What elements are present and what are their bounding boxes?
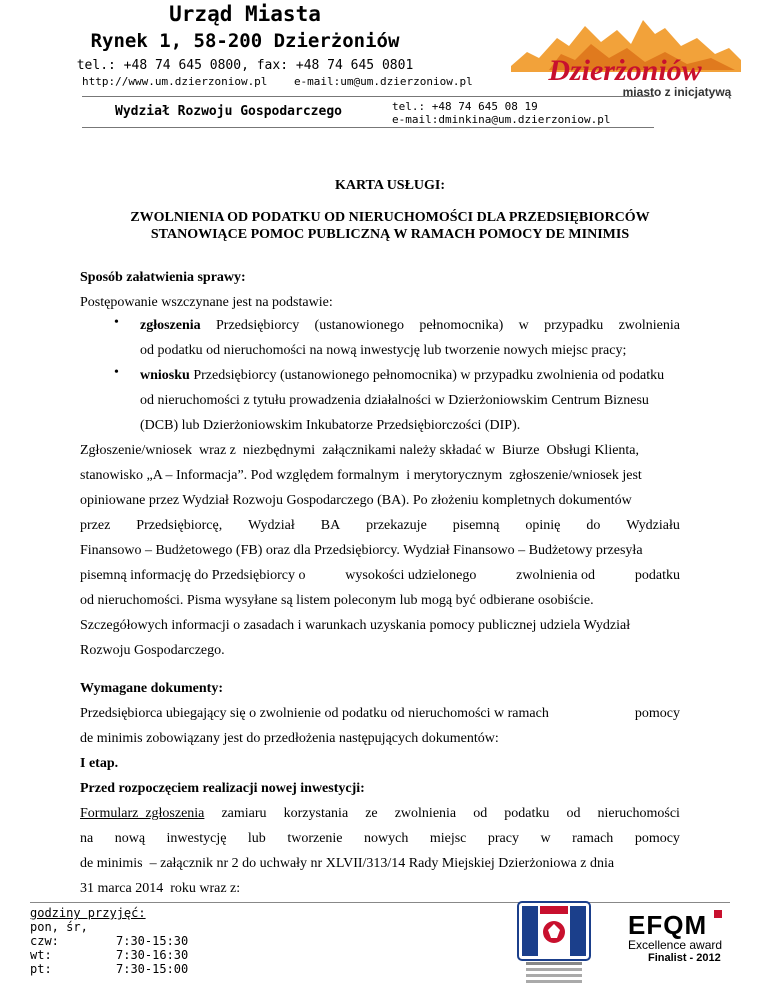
word: podatku	[634, 568, 680, 583]
word: pisemną informację do Przedsiębiorcy o	[80, 568, 306, 583]
email-link[interactable]: e-mail:um@um.dzierzoniow.pl	[293, 75, 473, 88]
subject-line-1: ZWOLNIENIA OD PODATKU OD NIERUCHOMOŚCI DLA PRZEDSIĘBIORCÓW	[130, 210, 650, 225]
department-contact	[392, 100, 611, 126]
section-documents-title: Wymagane dokumenty:	[80, 681, 223, 696]
word: opinię	[525, 518, 561, 533]
word: zwolnienia	[394, 806, 457, 821]
paragraph-line: stanowisko „A – Informacja”. Pod względem formalnym i merytorycznym zgłoszenie/wniosek jest	[80, 468, 642, 483]
word: inwestycję	[166, 831, 227, 846]
word: na	[80, 831, 94, 846]
office-hours-title: godziny przyjęć:	[30, 906, 146, 920]
bullet-2-line-3: (DCB) lub Dzierżoniowskim Inkubatorze Przedsiębiorczości (DIP).	[140, 418, 521, 433]
section-procedure-intro: Postępowanie wszczynane jest na podstawie:	[80, 295, 333, 310]
dzierzoniow-logo	[505, 8, 745, 100]
website-link[interactable]: http://www.um.dzierzoniow.pl	[82, 75, 268, 88]
bullet-1-line-2: od podatku od nieruchomości na nową inwestycję lub tworzenie nowych miejsc pracy;	[140, 343, 627, 358]
hours-time: 7:30-16:30	[116, 948, 189, 962]
form-line-2	[80, 826, 680, 851]
hours-days: wt:	[30, 948, 52, 962]
bullet-1-line-1	[140, 313, 680, 338]
word: pracy	[487, 831, 519, 846]
word: BA	[320, 518, 341, 533]
efqm-wordmark: EFQM	[628, 910, 708, 940]
department-email[interactable]: e-mail:dminkina@um.dzierzoniow.pl	[392, 113, 611, 126]
word: przez	[80, 518, 111, 533]
word: nową	[114, 831, 146, 846]
footer-divider	[30, 902, 730, 903]
word: wysokości udzielonego	[345, 568, 477, 583]
efqm-award-logo	[628, 912, 740, 984]
section-documents-line-1	[80, 701, 680, 726]
word: pełnomocnika)	[419, 318, 504, 333]
card-title: KARTA USŁUGI:	[334, 178, 446, 193]
efqm-mark-icon	[714, 910, 722, 918]
org-title: Urząd Miasta	[169, 2, 321, 26]
word: pomocy	[634, 831, 680, 846]
department-name: Wydział Rozwoju Gospodarczego	[115, 104, 342, 119]
word: tworzenie	[287, 831, 343, 846]
efqm-finalist-text: Finalist - 2012	[648, 952, 721, 964]
word: podatku	[504, 806, 550, 821]
word: miejsc	[429, 831, 467, 846]
office-hours-row	[30, 920, 188, 948]
bullet-2-line-2: od nieruchomości z tytułu prowadzenia działalności w Dzierżoniowskim Centrum Biznesu	[140, 393, 649, 408]
word: przekazuje	[366, 518, 427, 533]
word: nowych	[364, 831, 409, 846]
word: zwolnienia od	[516, 568, 596, 583]
bullet-dot: •	[114, 315, 119, 330]
section-procedure-title: Sposób załatwienia sprawy:	[80, 270, 246, 285]
efqm-award-text: Excellence award	[628, 938, 723, 952]
form-line-3: de minimis – załącznik nr 2 do uchwały nr XLVII/313/14 Rady Miejskiej Dzierżoniowa z dnia	[80, 856, 615, 871]
word: ramach	[572, 831, 614, 846]
word: korzystania	[283, 806, 349, 821]
department-tel: tel.: +48 74 645 08 19	[392, 100, 538, 113]
form-line-1	[80, 801, 680, 826]
org-web-email	[82, 75, 473, 88]
word: w	[540, 831, 551, 846]
org-address: Rynek 1, 58-200 Dzierżoniów	[90, 30, 400, 52]
hours-days: pon, śr, czw:	[30, 920, 88, 948]
section-documents-line-2: de minimis zobowiązany jest do przedłożenia następujących dokumentów:	[80, 731, 499, 746]
header-divider-bottom	[82, 127, 654, 128]
subject-line-2: STANOWIĄCE POMOC PUBLICZNĄ W RAMACH POMOCY DE MINIMIS	[150, 227, 630, 242]
word: lub	[247, 831, 266, 846]
certification-seal-icon	[512, 900, 596, 990]
word: Wydział	[248, 518, 295, 533]
office-hours-row	[30, 948, 188, 962]
paragraph-line-spread	[80, 563, 680, 588]
word: ze	[365, 806, 378, 821]
word: pisemną	[452, 518, 500, 533]
paragraph-line: opiniowane przez Wydział Rozwoju Gospodarczego (BA). Po złożeniu kompletnych dokumentów	[80, 493, 632, 508]
text: Przedsiębiorca ubiegający się o zwolnienie od podatku od nieruchomości w ramach	[80, 706, 549, 721]
bullet-2-line-1	[140, 363, 680, 388]
text: pomocy	[634, 706, 680, 721]
paragraph-line: Szczegółowych informacji o zasadach i warunkach uzyskania pomocy publicznej udziela Wydział	[80, 618, 631, 633]
bullet-2-bold: wniosku	[140, 368, 190, 383]
bullet-dot: •	[114, 365, 119, 380]
form-link[interactable]: Formularz zgłoszenia	[80, 806, 205, 821]
word: Wydziału	[626, 518, 680, 533]
word: przypadku	[544, 318, 604, 333]
word: (ustanowionego	[314, 318, 404, 333]
paragraph-line: Rozwoju Gospodarczego.	[80, 643, 225, 658]
stage-title: Przed rozpoczęciem realizacji nowej inwestycji:	[80, 781, 365, 796]
paragraph-line: Zgłoszenie/wniosek wraz z niezbędnymi załącznikami należy składać w Biurze Obsługi Klienta,	[80, 443, 640, 458]
bullet-2-text: Przedsiębiorcy (ustanowionego pełnomocnika) w przypadku zwolnienia od podatku	[193, 368, 665, 383]
word: zwolnienia	[618, 318, 680, 333]
hours-time: 7:30-15:30	[116, 934, 189, 948]
hours-time: 7:30-15:00	[116, 962, 189, 976]
paragraph-line: od nieruchomości. Pisma wysyłane są listem poleconym lub mogą być odbierane osobiście.	[80, 593, 594, 608]
paragraph-line-spread	[80, 513, 680, 538]
paragraph-line: Finansowo – Budżetowego (FB) oraz dla Przedsiębiorcy. Wydział Finansowo – Budżetowy przesyła	[80, 543, 643, 558]
svg-text:miasto z inicjatywą: miasto z inicjatywą	[622, 85, 732, 99]
svg-text:Dzierżoniów: Dzierżoniów	[548, 54, 702, 87]
word: nieruchomości	[597, 806, 680, 821]
word: Przedsiębiorcy	[216, 318, 300, 333]
office-hours-row	[30, 962, 188, 976]
word: do	[586, 518, 601, 533]
org-phones: tel.: +48 74 645 0800, fax: +48 74 645 0801	[76, 58, 414, 73]
hours-days: pt:	[30, 962, 52, 976]
word: od	[473, 806, 488, 821]
word: od	[566, 806, 581, 821]
word: zamiaru	[221, 806, 267, 821]
word: w	[518, 318, 529, 333]
office-hours	[30, 906, 188, 976]
word: Przedsiębiorcę,	[136, 518, 223, 533]
stage-label: I etap.	[80, 756, 119, 771]
bullet-1-bold: zgłoszenia	[140, 318, 201, 333]
form-line-4: 31 marca 2014 roku wraz z:	[80, 876, 680, 901]
